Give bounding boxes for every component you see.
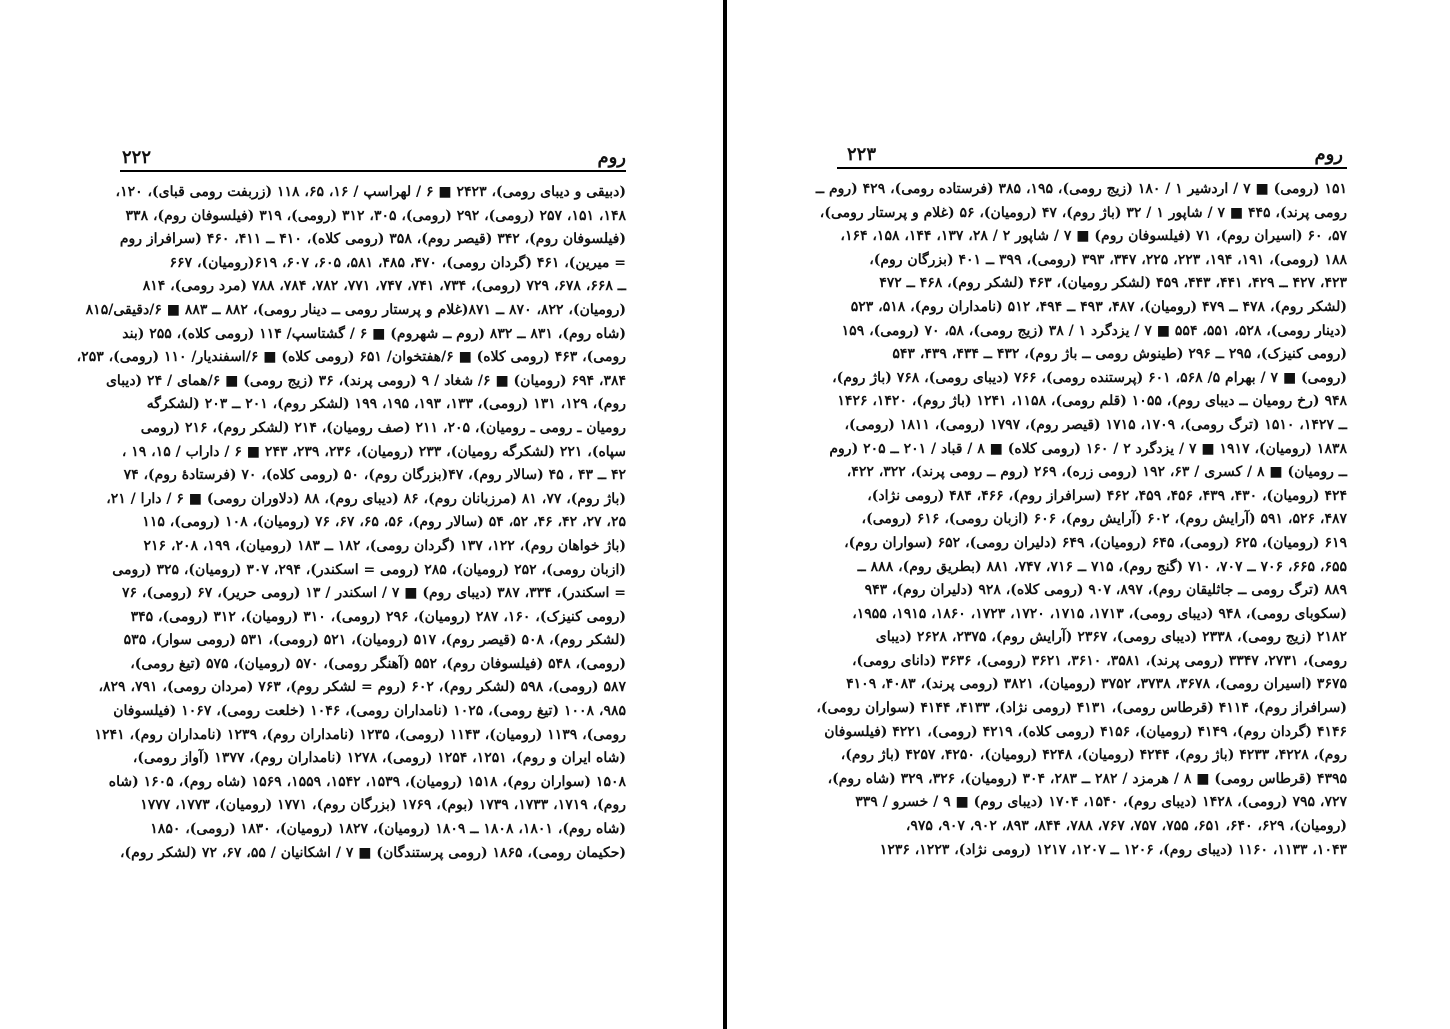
text-line: ۵۸۷ (رومی)، ۵۹۸ (لشکر روم)، ۶۰۲ (روم = لشکر روم)، ۷۶۳ (مردان رومی)، ۷۹۱، ۸۲۹، xyxy=(98,679,626,696)
right-page-body xyxy=(815,178,1347,862)
text-line: ۱۰۴۳، ۱۱۳۳، ۱۱۶۰ (دیبای روم)، ۱۲۰۶ ــ ۱۲۰۷، ۱۲۱۷ (رومی نژاد)، ۱۲۲۳، ۱۲۳۶ xyxy=(879,841,1347,858)
text-line: ۴۸۷، ۵۲۶، ۵۹۱ (آرایش روم)، ۶۰۲ (آرایش روم)، ۶۰۶ (ازبان رومی)، ۶۱۶ (رومی)، xyxy=(861,511,1347,528)
text-line: (حکیمان رومی)، ۱۸۶۵ (رومی پرستندگان) ■ ۷ / اشکانیان / ۵۵، ۶۷، ۷۲ (لشکر روم)، xyxy=(120,844,626,861)
left-page-header xyxy=(122,142,626,168)
text-line: (رومی) ■ ۷ / بهرام ۵/ ۵۶۸، ۶۰۱ (پرستنده رومی)، ۷۶۶ (دیبای رومی)، ۷۶۸ (باژ روم)، xyxy=(832,369,1347,386)
text-line: ۲۱۸۲ (زیج رومی)، ۲۳۳۸ (دیبای رومی)، ۲۳۶۷ (آرایش روم)، ۲۳۷۵، ۲۶۲۸ (دیبای xyxy=(875,629,1347,646)
text-line: ۱۸۸ (رومی)، ۱۹۱، ۱۹۴، ۲۲۳، ۲۲۵، ۳۴۷، ۳۹۳ (رومی)، ۳۹۹ ــ ۴۰۱ (بزرگان روم)، xyxy=(869,251,1347,268)
text-line: (باژ خواهان روم)، ۱۲۲، ۱۳۷ (گردان رومی)، ۱۸۲ ــ ۱۸۳ (رومیان)، ۱۹۹، ۲۰۸، ۲۱۶ xyxy=(143,537,626,554)
text-line: ۴۱۴۶ (گردان روم)، ۴۱۴۹ (رومیان)، ۴۱۵۶ (رومی کلاه)، ۴۲۱۹ (رومی)، ۴۲۲۱ (فیلسوفان xyxy=(824,723,1347,740)
text-line: ۹۴۸ (رخ رومیان ــ دیبای روم)، ۱۰۵۵ (قلم رومی)، ۱۱۵۸، ۱۲۴۱ (باژ روم)، ۱۴۲۰، ۱۴۲۶ xyxy=(837,393,1347,410)
text-line: ۷۲۷، ۷۹۵ (رومی)، ۱۴۲۸ (دیبای روم)، ۱۵۴۰، ۱۷۰۴ (دیبای روم) ■ ۹ / خسرو / ۳۳۹ xyxy=(855,794,1347,811)
left-page-number: ۲۲۲ xyxy=(122,147,152,168)
text-line: رومی پرند)، ۴۴۵ ■ ۷ / شاپور ۱ / ۳۲ (باژ روم)، ۴۷ (رومیان)، ۵۶ (غلام و پرستار رومی)، xyxy=(819,204,1347,221)
text-line: ۶۱۹ (رومیان)، ۶۲۵ (رومی)، ۶۴۵ (رومیان)، ۶۴۹ (دلیران رومی)، ۶۵۲ (سواران روم)، xyxy=(844,534,1347,551)
text-line: (رومیان)، ۶۲۹، ۶۴۰، ۶۵۱، ۷۵۵، ۷۵۷، ۷۶۷، ۷۸۸، ۸۴۴، ۸۹۳، ۹۰۲، ۹۰۷، ۹۷۵، xyxy=(905,818,1347,835)
text-line: ۸۸۹ (ترگ رومی ــ جاثلیقان روم)، ۸۹۷، ۹۰۷ (رومی کلاه)، ۹۲۸ (دلیران روم)، ۹۴۳ xyxy=(864,582,1347,599)
text-line: روم)، ۴۲۲۸، ۴۲۳۳ (باژ روم)، ۴۲۴۴ (رومیان)، ۴۲۴۸ (رومیان)، ۴۲۵۰، ۴۲۵۷ (باژ روم)، xyxy=(840,747,1347,764)
text-line: ــ ۶۶۸، ۶۷۸، ۷۲۹ (رومی)، ۷۳۴، ۷۴۱، ۷۴۷، ۷۷۱، ۷۸۲، ۷۸۴، ۷۸۸ (مرد رومی)، ۸۱۴ xyxy=(142,278,626,295)
text-line: ۹۸۵، ۱۰۰۸ (تیغ رومی)، ۱۰۲۵ (نامداران رومی)، ۱۰۴۶ (خلعت رومی)، ۱۰۶۷ (فیلسوفان xyxy=(113,703,626,720)
left-page-title: روم xyxy=(597,147,626,168)
text-line: رومی)، ۴۶۳ (رومی کلاه) ■ ۶/هفتخوان/ ۶۵۱ (رومی کلاه) ■ ۶/اسفندیار/ ۱۱۰ (رومی)، ۲۵۳، xyxy=(76,349,626,366)
text-line: (شاه روم)، ۸۳۱ ــ ۸۳۲ (روم ــ شهروم) ■ ۶ / گشتاسپ/ ۱۱۴ (رومی کلاه)، ۲۵۵ (بند xyxy=(122,325,626,342)
text-line: ۱۸۳۸ (رومیان)، ۱۹۱۷ ■ ۷ / یزدگرد ۲ / ۱۶۰ (رومی کلاه) ■ ۸ / قباد / ۲۰۱ ــ ۲۰۵ (روم xyxy=(829,440,1347,457)
text-line: ۵۷، ۶۰ (اسیران روم)، ۷۱ (فیلسوفان روم) ■ ۷ / شاپور ۲ / ۲۸، ۱۳۷، ۱۴۴، ۱۵۸، ۱۶۴، xyxy=(840,228,1347,245)
text-line: ۲۵، ۲۷، ۴۲، ۴۶، ۵۲، ۵۴ (سالار روم)، ۵۶، ۶۵، ۶۷، ۷۶ (رومیان)، ۱۰۸ (رومی)، ۱۱۵ xyxy=(142,514,626,531)
text-line: ۶۵۵، ۶۶۵، ۷۰۶ ــ ۷۰۷، ۷۱۰ (گنج روم)، ۷۱۵ ــ ۷۱۶، ۷۴۷، ۸۸۱ (بطریق روم)، ۸۸۸ ــ xyxy=(857,558,1347,575)
text-line: = اسکندر)، ۳۳۴، ۳۸۷ (دیبای روم) ■ ۷ / اسکندر / ۱۳ (رومی حریر)، ۶۷ (رومی)، ۷۶ xyxy=(122,585,626,602)
text-line: (سکوبای رومی)، ۹۴۸ (دیبای رومی)، ۱۷۱۳، ۱۷۱۵، ۱۷۲۰، ۱۷۲۳، ۱۸۶۰، ۱۹۱۵، ۱۹۵۵، xyxy=(852,605,1347,622)
right-page xyxy=(727,0,1450,1029)
text-line: ۴۲ ــ ۴۳ ، ۴۵ (سالار روم)، ۴۷(بزرگان روم)، ۵۰ (رومی کلاه)، ۷۰ (فرستادهٔ روم)، ۷۴ xyxy=(123,467,626,484)
text-line: (فیلسوفان روم)، ۳۴۲ (قیصر روم)، ۳۵۸ (رومی کلاه)، ۴۱۰ ــ ۴۱۱، ۴۶۰ (سرافراز روم xyxy=(119,231,626,248)
left-page xyxy=(0,0,723,1029)
text-line: روم)، ۱۷۱۹، ۱۷۳۳، ۱۷۳۹ (بوم)، ۱۷۶۹ (بزرگان روم)، ۱۷۷۱ (رومیان)، ۱۷۷۳، ۱۷۷۷ xyxy=(140,797,626,814)
left-page-body xyxy=(76,181,626,865)
text-line: ۴۲۴ (رومیان)، ۴۳۰، ۴۳۹، ۴۵۶، ۴۵۹، ۴۶۲ (سرافراز روم)، ۴۶۶، ۴۸۴ (رومی نژاد)، xyxy=(867,487,1347,504)
text-line: (رومی کنیزک)، ۱۶۰، ۲۸۷ (رومیان)، ۲۹۶ (رومی)، ۳۱۰ (رومیان)، ۳۱۲ (رومی)، ۳۴۵ xyxy=(130,608,626,625)
right-page-title: روم xyxy=(1314,144,1343,165)
text-line: روم)، ۱۲۹، ۱۳۱ (رومی)، ۱۳۳، ۱۹۳، ۱۹۵، ۱۹۹ (لشکر روم)، ۲۰۱ ــ ۲۰۳ (لشکرگه xyxy=(146,396,626,413)
text-line: (لشکر روم)، ۵۰۸ (قیصر روم)، ۵۱۷ (رومیان)، ۵۲۱ (رومی)، ۵۳۱ (رومی سوار)، ۵۳۵ xyxy=(123,632,626,649)
text-line: رومی)، ۲۷۳۱، ۳۳۴۷ (رومی پرند)، ۳۵۸۱، ۳۶۱۰، ۳۶۲۱ (رومی)، ۳۶۳۶ (دانای رومی)، xyxy=(851,652,1347,669)
text-line: سپاه)، ۲۲۱ (لشکرگه رومیان)، ۲۳۳ (رومیان)، ۲۳۶، ۲۳۹، ۲۴۳ ■ ۶ / داراب / ۱۵، ۱۹ ، xyxy=(121,443,626,460)
text-line: (دبیقی و دیبای رومی)، ۲۴۲۳ ■ ۶ / لهراسپ / ۱۶، ۶۵، ۱۱۸ (زربفت رومی قبای)، ۱۲۰، xyxy=(115,184,626,200)
text-line: (باژ روم)، ۷۷، ۸۱ (مرزبانان روم)، ۸۶ (دیبای روم)، ۸۸ (دلاوران رومی) ■ ۶ / دارا / ۲۱، xyxy=(106,490,626,507)
text-line: (رومی)، ۵۴۸ (فیلسوفان روم)، ۵۵۲ (آهنگر رومی)، ۵۷۰ (رومیان)، ۵۷۵ (تیغ رومی)، xyxy=(130,655,626,672)
text-line: ۱۵۱ (رومی) ■ ۷ / اردشیر ۱ / ۱۸۰ (زیج رومی)، ۱۹۵، ۳۸۵ (فرستاده رومی)، ۴۲۹ (روم ــ xyxy=(815,181,1347,197)
text-line: رومی)، ۱۱۳۹ (رومیان)، ۱۱۴۳ (رومی)، ۱۲۳۵ (نامداران روم)، ۱۲۳۹ (نامداران روم)، ۱۲۴۱ xyxy=(94,726,626,743)
text-line: (رومی کنیزک)، ۲۹۵ ــ ۲۹۶ (طینوش رومی ــ باژ روم)، ۴۳۲ ــ ۴۳۴، ۴۳۹، ۵۴۳ xyxy=(892,346,1347,363)
text-line: = میرین)، ۴۶۱ (گردان رومی)، ۴۷۰، ۴۸۵، ۵۸۱، ۶۰۵، ۶۰۷، ۶۱۹(رومیان)، ۶۶۷ xyxy=(169,254,626,271)
text-line: ۳۸۴، ۶۹۴ (رومیان) ■ ۶/ شغاد / ۹ (رومی پرند)، ۳۶ (زیج رومی) ■ ۶/همای / ۲۴ (دیبای xyxy=(105,372,626,389)
left-header-rule xyxy=(120,170,626,172)
right-page-number: ۲۲۳ xyxy=(847,144,877,165)
text-line: ۴۲۳، ۴۲۷ ــ ۴۲۹، ۴۴۱، ۴۴۳، ۴۵۹ (لشکر رومیان)، ۴۶۳ (لشکر روم)، ۴۶۸ ــ ۴۷۲ xyxy=(879,275,1347,292)
text-line: (لشکر روم)، ۴۷۸ ــ ۴۷۹ (رومیان)، ۴۸۷، ۴۹۳ ــ ۴۹۴، ۵۱۲ (نامداران روم)، ۵۱۸، ۵۲۳ xyxy=(850,298,1347,315)
text-line: (ازبان رومی)، ۲۵۲ (رومیان)، ۲۸۵ (رومی = اسکندر)، ۲۹۴، ۳۰۷ (رومیان)، ۳۲۵ (رومی xyxy=(112,561,626,578)
text-line: (شاه روم)، ۱۸۰۱، ۱۸۰۸ ــ ۱۸۰۹ (رومیان)، ۱۸۲۷ (رومیان)، ۱۸۳۰ (رومی)، ۱۸۵۰ xyxy=(150,821,626,838)
text-line: ۱۴۸، ۱۵۱، ۲۵۷ (رومی)، ۲۹۲ (رومی)، ۳۰۵، ۳۱۲ (رومی)، ۳۱۹ (فیلسوفان روم)، ۳۳۸ xyxy=(125,207,626,224)
text-line: (رومیان)، ۸۲۲، ۸۷۰ ــ ۸۷۱(غلام و پرستار رومی ــ دینار رومی)، ۸۸۲ ــ ۸۸۳ ■ ۶/دقیقی/۸۱۵ xyxy=(85,301,626,318)
right-page-header xyxy=(847,139,1343,165)
text-line: ۳۶۷۵ (اسیران رومی)، ۳۶۷۸، ۳۷۳۸، ۳۷۵۲ (رومیان)، ۳۸۲۱ (رومی پرند)، ۴۰۸۳، ۴۱۰۹ xyxy=(846,676,1347,693)
right-header-rule xyxy=(837,167,1347,169)
text-line: ــ رومیان) ■ ۸ / کسری / ۶۳، ۱۹۲ (رومی زره)، ۲۶۹ (روم ــ رومی پرند)، ۳۲۲، ۴۲۲، xyxy=(846,464,1347,481)
text-line: ــ ۱۴۲۷، ۱۵۱۰ (ترگ رومی)، ۱۷۰۹، ۱۷۱۵ (قیصر روم)، ۱۷۹۷ (رومی)، ۱۸۱۱ (رومی)، xyxy=(844,416,1347,433)
text-line: (سرافراز روم)، ۴۱۱۴ (قرطاس رومی)، ۴۱۳۱ (رومی نژاد)، ۴۱۳۳، ۴۱۴۴ (سواران رومی)، xyxy=(816,700,1347,717)
text-line: (شاه ایران و روم)، ۱۲۵۱، ۱۲۵۴ (رومی)، ۱۲۷۸ (نامداران روم)، ۱۳۷۷ (آواز رومی)، xyxy=(132,750,626,767)
text-line: (دینار رومی)، ۵۲۸، ۵۵۱، ۵۵۴ ■ ۷ / یزدگرد ۱ / ۳۸ (زیج رومی)، ۵۸، ۷۰ (رومی)، ۱۵۹ xyxy=(841,322,1347,339)
text-line: رومیان ـ رومی ـ رومیان)، ۲۰۵، ۲۱۱ (صف رومیان)، ۲۱۴ (لشکر روم)، ۲۱۶ (رومی xyxy=(140,419,626,436)
text-line: ۴۳۹۵ (قرطاس رومی) ■ ۸ / هرمزد / ۲۸۲ ــ ۲۸۳، ۳۰۴ (رومیان)، ۳۲۶، ۳۲۹ (شاه روم)، xyxy=(827,770,1347,787)
text-line: ۱۵۰۸ (سواران روم)، ۱۵۱۸ (رومیان)، ۱۵۳۹، ۱۵۴۲، ۱۵۵۹، ۱۵۶۹ (شاه روم)، ۱۶۰۵ (شاه xyxy=(108,773,626,790)
